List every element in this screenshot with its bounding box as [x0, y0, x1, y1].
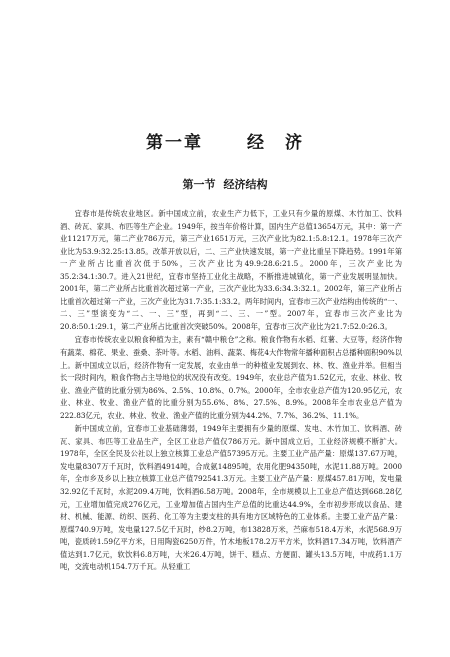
chapter-title: [0, 133, 450, 153]
paragraph-industry: 新中国成立前，宜春市工业基础薄弱，1949年主要拥有少量的原煤、发电、木竹加工、饮料酒、砖瓦、家具、布匹等工业品生产，全区工业总产值仅786万元。新中国成立后，工业经济规模不断扩大。1978年，全区全民及公社以上独立核算工业总产值57395万元。主要工业产品产量：原煤137.67万吨，发电量8307万千瓦时，饮料酒4914吨，合成氨14895吨，农用化肥94350吨，水泥11.88万吨。2000年，全市乡及乡以上独立核算工业总产值792541.3万元。主要工业产品产量：原煤457.81万吨，发电量32.92亿千瓦时，水泥209.4万吨，饮料酒6.58万吨。2008年，全市规模以上工业总产值达到668.28亿元，工业增加值完成276亿元，工业增加值占国内生产总值的比重达44.9%，全市初步形成以食品、建材、机械、能源、纺织、医药、化工等为主要支柱的具有地方区域特色的工业体系。主要工业产品产量：原煤740.9万吨，发电量127.5亿千瓦时，纱8.2万吨，布13828万米，苎麻布518.4万米，水泥568.9万吨，瓷质砖1.59亿平方米，日用陶瓷6250万件，竹木地板178.2万平方米，饮料酒17.34万吨，饮料酒产值达到1.7亿元，软饮料6.8万吨，大米26.4万吨，饼干、糕点、方便面、罐头13.5万吨，中成药1.1万吨，交流电动机154.7万千瓦。从轻重工: [60, 424, 402, 572]
section-number: 第一节: [182, 178, 216, 191]
paragraph-agriculture: 宜春市传统农业以粮食种植为主，素有“赣中粮仓”之称。粮食作物有水稻、红薯、大豆等，经济作物有蔬菜、棉花、果业、蚕桑、茶叶等。水稻、油料、蔬菜、梅花4大作物常年播种面积占总播种面积90%以上。新中国成立以后，经济作物有一定发展，农业由单一的种植业发展到农、林、牧、渔业并举。但相当长一段时间内，粮食作物占主导地位的状况没有改变。1949年，农业总产值为1.52亿元，农业、林业、牧业、渔业产值的比重分别为86%、2.5%、10.8%、0.7%。2000年，全市农业总产值为120.95亿元，农业、林业、牧业、渔业产值的比重分别为55.6%、8%、27.5%、8.9%。2008年全市农业总产值为222.83亿元，农业、林业、牧业、渔业产值的比重分别为44.2%、7.7%、36.2%、11.1%。: [60, 335, 402, 420]
section-name: 经济结构: [223, 178, 268, 191]
body-text: [60, 208, 402, 575]
chapter-number: 第一章: [146, 133, 203, 153]
chapter-name: 经 济: [247, 133, 304, 153]
paragraph-industry-structure: 宜春市是传统农业地区。新中国成立前，农业生产力低下，工业只有少量的原煤、木竹加工、饮料酒、砖瓦、家具、布匹等生产企业。1949年，按当年价格计算，国内生产总值13654万元，其中：第一产业11217万元，第二产业786万元，第三产业1651万元，三次产业比为82.1:5.8:12.1。1978年三次产业比为53.9:32.25:13.85。改革开放以后，二、三产业快速发展，第一产业比重呈下降趋势。1991年第一产业所占比重首次低于50%，三次产业比为49.9:28.6:21.5。2000年，三次产业比为35.2:34.1:30.7。进入21世纪，宜春市坚持工业化主战略，不断推进城镇化，第一产业发展明显加快。2001年，第二产业所占比重首次超过第一产业，三次产业比为33.6:34.3:32.1。2002年，第三产业所占比重首次超过第一产业，三次产业比为31.7:35.1:33.2。两年时间内，宜春市三次产业结构由传统的“一、二、三”型演变为“二、一、三”型，再到“二、三、一”型。2007年，宜春市三次产业比为20.8:50.1:29.1，第二产业所占比重首次突破50%。2008年，宜春市三次产业比为21.7:52.0:26.3。: [60, 209, 402, 331]
section-title: [0, 178, 450, 192]
